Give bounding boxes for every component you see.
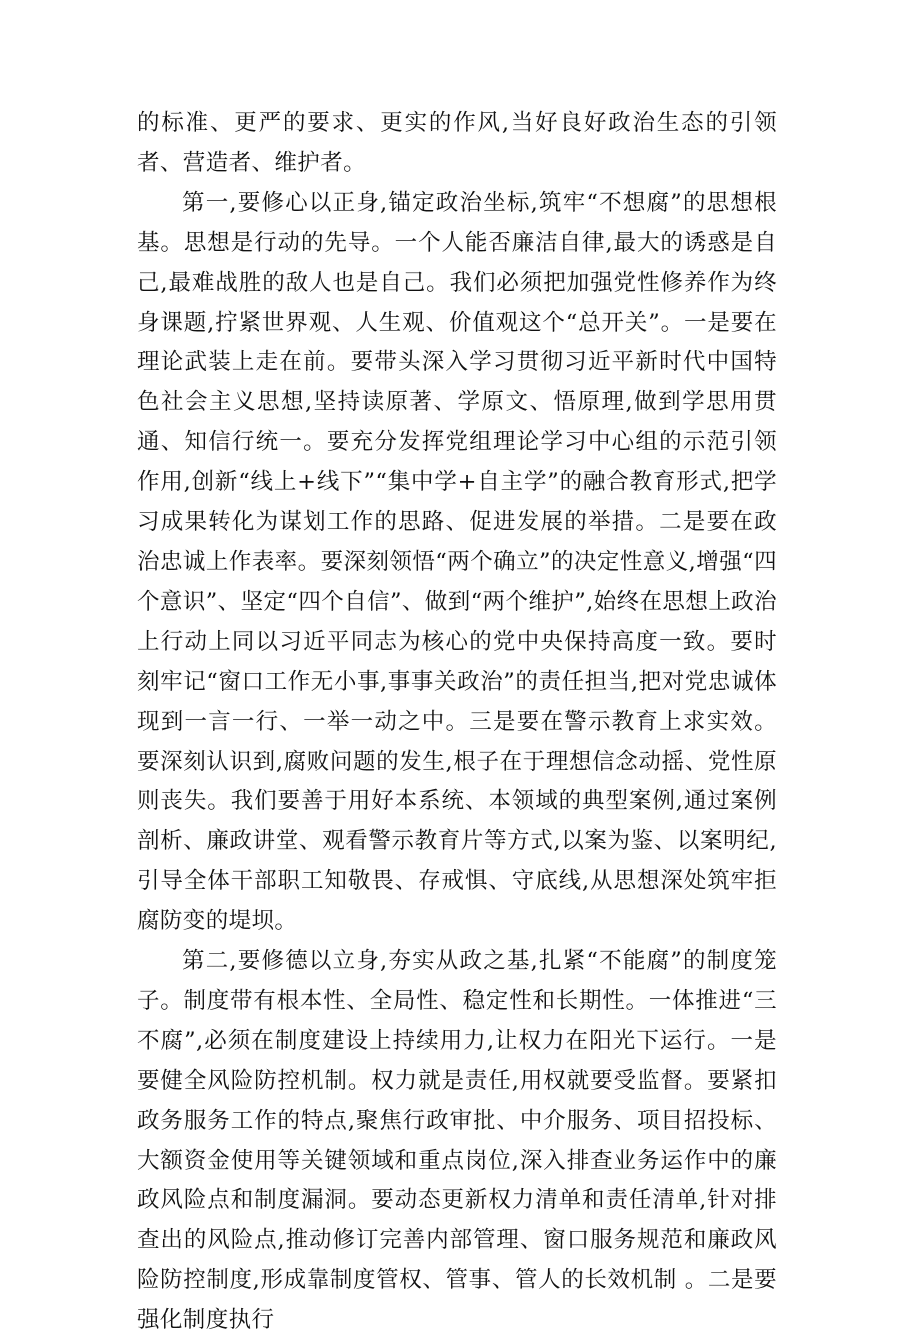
paragraph-continuation: 的标准、更严的要求、更实的作风,当好良好政治生态的引领者、营造者、维护者。	[137, 110, 777, 176]
paragraph-first-point: 第一,要修心以正身,锚定政治坐标,筑牢“不想腐”的思想根基。思想是行动的先导。一个人能否廉洁自律,最大的诱惑是自己,最难战胜的敌人也是自己。我们必须把加强党性修养作为终身课题,拧紧世界观、人生观、价值观这个“总开关”。一是要在理论武装上走在前。要带头深入学习贯彻习近平新时代中国特色社会主义思想,坚持读原著、学原文、悟原理,做到学思用贯通、知信行统一。要充分发挥党组理论学习中心组的示范引领作用,创新“线上+线下”“集中学+自主学”的融合教育形式,把学习成果转化为谋划工作的思路、促进发展的举措。二是要在政治忠诚上作表率。要深刻领悟“两个确立”的决定性意义,增强“四个意识”、坚定“四个自信”、做到“两个维护”,始终在思想上政治上行动上同以习近平同志为核心的党中央保持高度一致。要时刻牢记“窗口工作无小事,事事关政治”的责任担当,把对党忠诚体现到一言一行、一举一动之中。三是要在警示教育上求实效。要深刻认识到,腐败问题的发生,根子在于理想信念动摇、党性原则丧失。我们要善于用好本系统、本领域的典型案例,通过案例剖析、廉政讲堂、观看警示教育片等方式,以案为鉴、以案明纪,引导全体干部职工知敬畏、存戒惧、守底线,从思想深处筑牢拒腐防变的堤坝。	[137, 189, 777, 935]
paragraph-second-point: 第二,要修德以立身,夯实从政之基,扎紧“不能腐”的制度笼子。制度带有根本性、全局性、稳定性和长期性。一体推进“三不腐”,必须在制度建设上持续用力,让权力在阳光下运行。一是要健全风险防控机制。权力就是责任,用权就要受监督。要紧扣政务服务工作的特点,聚焦行政审批、中介服务、项目招投标、大额资金使用等关键领域和重点岗位,深入排查业务运作中的廉政风险点和制度漏洞。要动态更新权力清单和责任清单,针对排查出的风险点,推动修订完善内部管理、窗口服务规范和廉政风险防控制度,形成靠制度管权、管事、管人的长效机制 。二是要强化制度执行	[137, 948, 777, 1334]
document-body	[137, 104, 777, 1341]
